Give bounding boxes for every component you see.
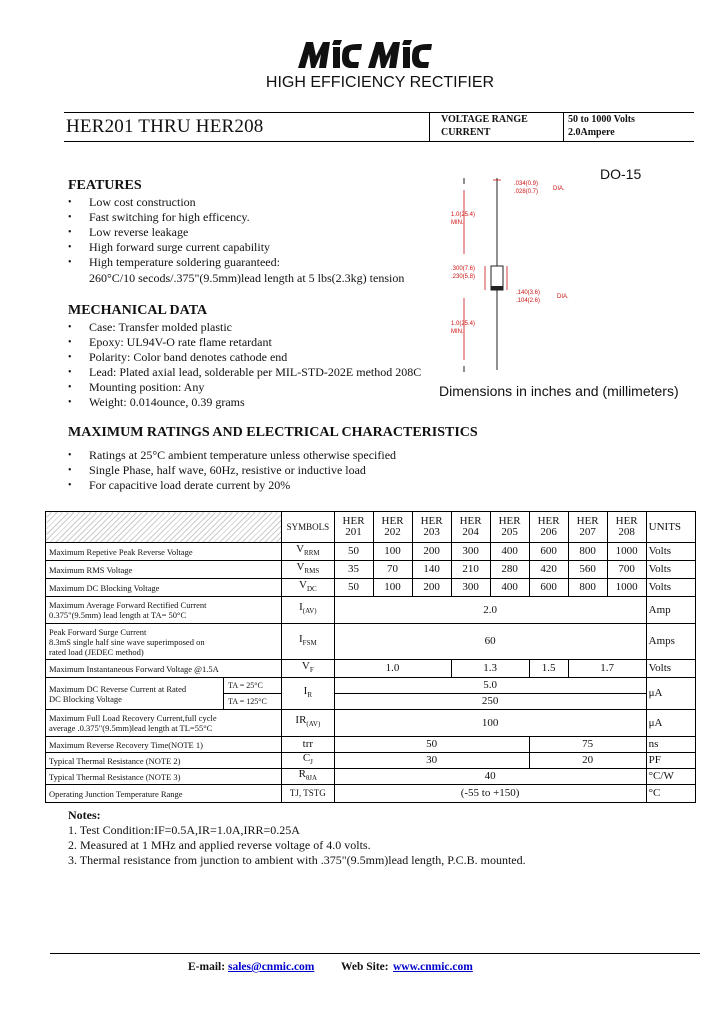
list-item: • Fast switching for high efficency.	[68, 210, 250, 224]
dim-lead-dia-label: DIA.	[553, 186, 565, 192]
table-row: Typical Thermal Resistance (NOTE 3) $R_{\theta JA}$ 40 °C/W	[46, 769, 696, 785]
notes-title: Notes:	[68, 808, 101, 822]
header-rule-bottom	[64, 141, 694, 142]
list-item: • Lead: Plated axial lead, solderable per MIL-STD-202E method 208C	[68, 365, 422, 379]
dim-body-dia-label: DIA.	[557, 294, 569, 300]
spec-divider	[563, 112, 564, 141]
email-link[interactable]: sales@cnmic.com	[228, 961, 315, 973]
note-item: 1. Test Condition:IF=0.5A,IR=1.0A,IRR=0.25A	[68, 823, 300, 837]
table-row: Operating Junction Temperature Range TJ, TSTG (-55 to +150) °C	[46, 785, 696, 803]
table-row: Maximum RMS Voltage $V_{RMS}$ 35 70 140 210 280 420 560 700 Volts	[46, 561, 696, 579]
table-row: Maximum DC Reverse Current at Rated DC Blocking Voltage TA = 25°C TA = 125°C $I_R$ 5.0 μA	[46, 678, 696, 694]
spec-label-current: CURRENT	[441, 127, 491, 138]
features-list	[68, 195, 429, 270]
dim-body-length: .300(7.6) .230(5.8)	[451, 266, 476, 280]
spec-label-voltage: VOLTAGE RANGE	[441, 114, 528, 125]
ratings-list	[68, 448, 449, 493]
dimensions-caption: Dimensions in inches and (millimeters)	[439, 383, 679, 399]
package-name: DO-15	[600, 166, 642, 182]
table-row: Maximum DC Blocking Voltage $V_{DC}$ 50 100 200 300 400 600 800 1000 Volts	[46, 579, 696, 597]
dim-lead-length-bottom: 1.0(25.4) MIN.	[451, 321, 476, 335]
website-link[interactable]: www.cnmic.com	[393, 961, 473, 973]
spec-value-current: 2.0Ampere	[568, 127, 615, 138]
list-item: • Mounting position: Any	[68, 380, 205, 394]
list-item: • High forward surge current capability	[68, 240, 271, 254]
characteristics-table	[45, 511, 696, 803]
dim-lead-dia: .034(0.9) .028(0.7)	[514, 181, 539, 195]
table-row: Maximum Repetive Peak Reverse Voltage $V_{RRM}$ 50 100 200 300 400 600 800 1000 Volts	[46, 543, 696, 561]
header-her202: HER 202	[373, 512, 412, 543]
header-her205: HER 205	[490, 512, 529, 543]
header-her207: HER 207	[568, 512, 607, 543]
features-heading: FEATURES	[68, 178, 142, 193]
part-number-title: HER201 THRU HER208	[66, 116, 264, 137]
header-her204: HER 204	[451, 512, 490, 543]
notes-block	[68, 808, 526, 868]
header-her206: HER 206	[529, 512, 568, 543]
table-row: Maximum Average Forward Rectified Current 0.375"(9.5mm) lead length at TA= 50°C $I_{(AV)}$ 2.0 Amp	[46, 597, 696, 624]
header-units: UNITS	[646, 512, 695, 543]
note-item: 3. Thermal resistance from junction to ambient with .375"(9.5mm)lead length, P.C.B. mounted.	[68, 853, 526, 867]
list-item: • Low cost construction	[68, 195, 196, 209]
document-subtitle: HIGH EFFICIENCY RECTIFIER	[265, 74, 495, 91]
header-divider	[429, 112, 430, 141]
dim-lead-length-top: 1.0(25.4) MIN.	[451, 212, 476, 226]
list-item: • Single Phase, half wave, 60Hz, resistive or inductive load	[68, 463, 366, 477]
header-symbols: SYMBOLS	[282, 512, 334, 543]
spec-value-voltage: 50 to 1000 Volts	[568, 114, 635, 125]
footer-rule	[50, 953, 700, 954]
table-row: Typical Thermal Resistance (NOTE 2) $C_J$ 30 20 PF	[46, 753, 696, 769]
table-header-row	[46, 512, 696, 543]
list-item: • Low reverse leakage	[68, 225, 189, 239]
dim-body-dia: .140(3.6) .104(2.6)	[516, 290, 541, 304]
features-continuation: 260°C/10 secods/.375"(9.5mm)lead length at 5 lbs(2.3kg) tension	[89, 271, 405, 285]
list-item: • Weight: 0.014ounce, 0.39 grams	[68, 395, 245, 409]
header-her203: HER 203	[412, 512, 451, 543]
cathode-band	[491, 286, 503, 290]
list-item: • High temperature soldering guaranteed:	[68, 255, 280, 269]
mechanical-heading: MECHANICAL DATA	[68, 303, 208, 318]
table-row: Maximum Reverse Recovery Time(NOTE 1) trr 50 75 ns	[46, 737, 696, 753]
note-item: 2. Measured at 1 MHz and applied reverse voltage of 4.0 volts.	[68, 838, 371, 852]
list-item: • Epoxy: UL94V-O rate flame retardant	[68, 335, 272, 349]
header-her208: HER 208	[607, 512, 646, 543]
mechanical-list	[68, 320, 434, 410]
list-item: • For capacitive load derate current by 20%	[68, 478, 291, 492]
table-row: Maximum Full Load Recovery Current,full cycle average .0.375"(9.5mm)lead length at TL=55°C $IR_{(AV)}$ 100 μA	[46, 710, 696, 737]
header-her201: HER 201	[334, 512, 373, 543]
header-blank-cell	[46, 512, 282, 543]
table-row: 250	[46, 694, 696, 710]
email-label: E-mail:	[188, 961, 226, 973]
table-row: Maximum Instantaneous Forward Voltage @1.5A $V_F$ 1.0 1.3 1.5 1.7 Volts	[46, 660, 696, 678]
mic-logo	[296, 38, 438, 70]
table-row: Peak Forward Surge Current 8.3mS single half sine wave superimposed on rated load (JEDEC method) $I_{FSM}$ 60 Amps	[46, 624, 696, 660]
header-rule-top	[64, 112, 694, 113]
list-item: • Case: Transfer molded plastic	[68, 320, 232, 334]
website-label: Web Site:	[341, 961, 389, 973]
list-item: • Ratings at 25°C ambient temperature unless otherwise specified	[68, 448, 397, 462]
ratings-heading: MAXIMUM RATINGS AND ELECTRICAL CHARACTERISTICS	[68, 425, 478, 440]
list-item: • Polarity: Color band denotes cathode end	[68, 350, 288, 364]
